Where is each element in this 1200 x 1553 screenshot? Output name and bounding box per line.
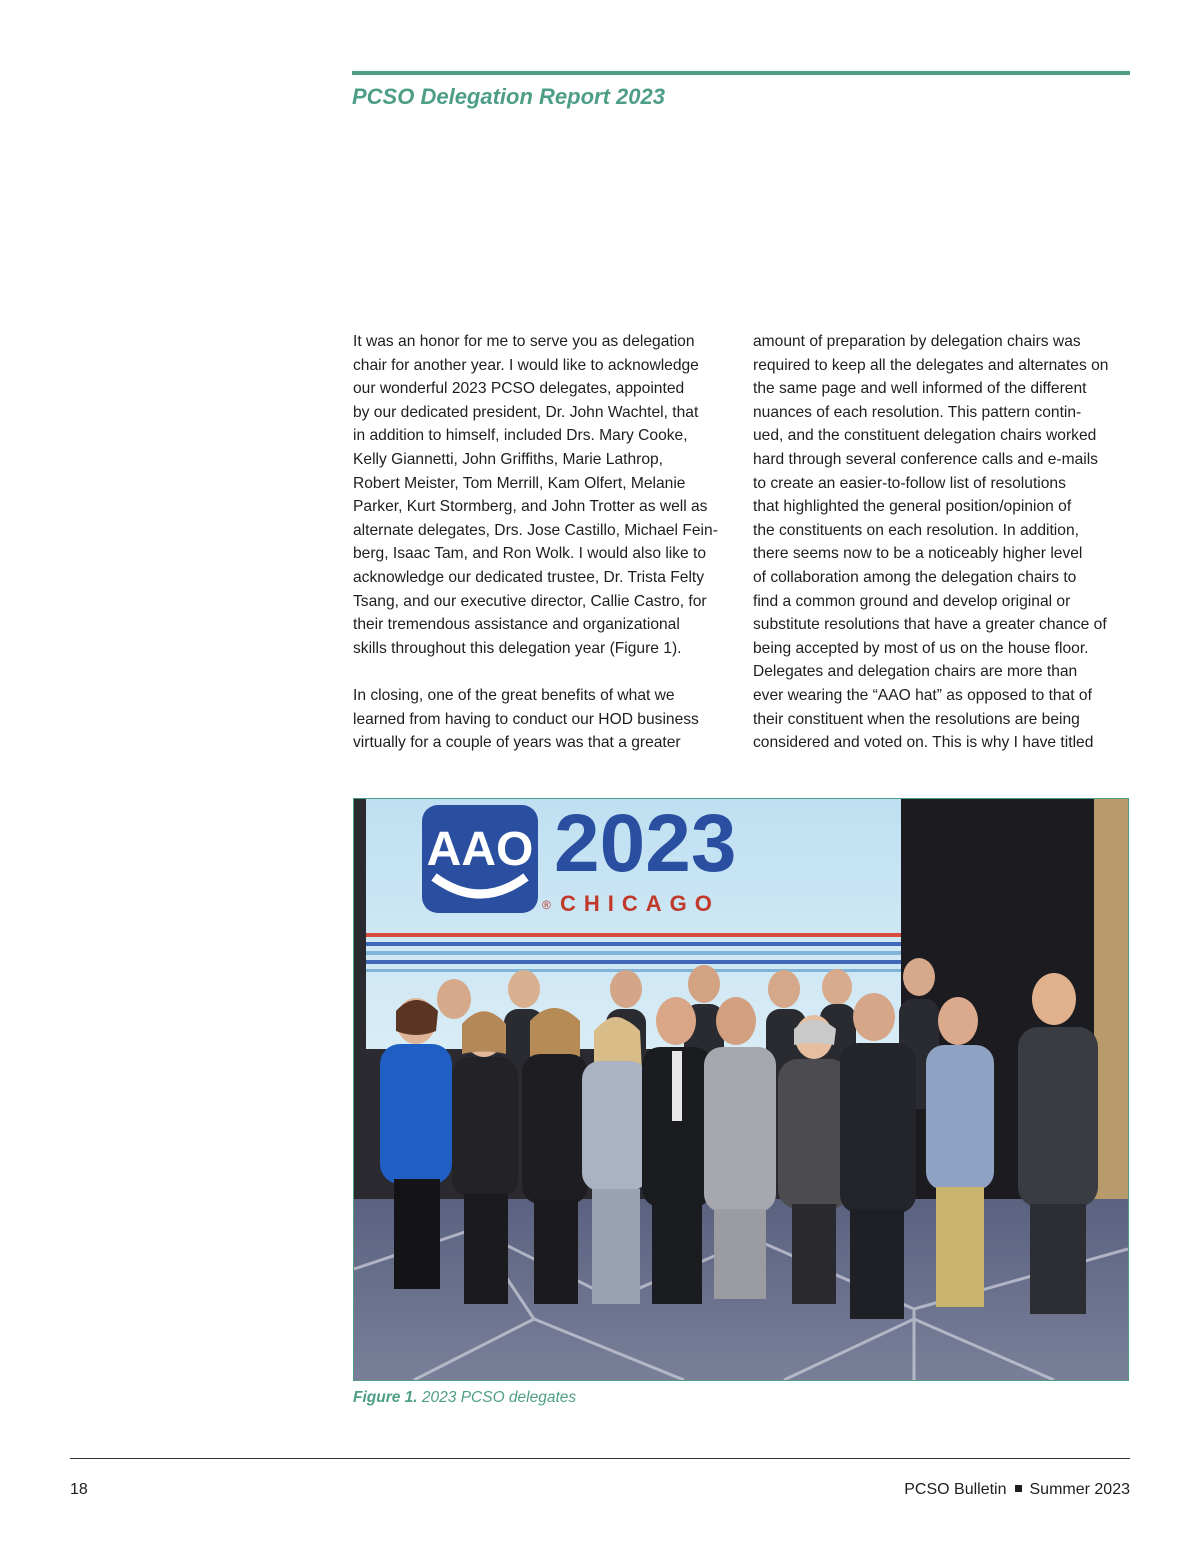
text-line: Robert Meister, Tom Merrill, Kam Olfert, Melanie	[353, 474, 686, 492]
text-line: amount of preparation by delegation chairs was	[753, 333, 1081, 350]
paragraph-acknowledgements	[353, 330, 733, 660]
registered-mark: ®	[542, 898, 551, 912]
text-line: nuances of each resolution. This pattern contin-	[753, 403, 1082, 421]
text-line: ever wearing the “AAO hat” as opposed to that of	[753, 686, 1092, 704]
paragraph-continued	[753, 330, 1133, 755]
figure-caption-text: 2023 PCSO delegates	[417, 1389, 577, 1406]
text-line: considered and voted on. This is why I have titled	[753, 734, 1094, 752]
text-line: Kelly Giannetti, John Griffiths, Marie Lathrop,	[353, 450, 664, 468]
text-line: berg, Isaac Tam, and Ron Wolk. I would also like to	[353, 545, 707, 563]
header-rule	[352, 71, 1130, 75]
text-line: that highlighted the general position/opinion of	[753, 498, 1072, 516]
text-line: the same page and well informed of the different	[753, 380, 1087, 398]
text-line: our wonderful 2023 PCSO delegates, appointed	[353, 380, 685, 398]
text-line: substitute resolutions that have a greater chance of	[753, 616, 1107, 634]
text-line: there seems now to be a noticeably higher level	[753, 545, 1083, 563]
text-line: being accepted by most of us on the house floor.	[753, 639, 1089, 657]
text-line: Tsang, and our executive director, Callie Castro, for	[353, 592, 707, 610]
right-text-column	[753, 330, 1133, 755]
delegates-group-photo	[353, 798, 1129, 1381]
figure-label: Figure 1.	[353, 1389, 418, 1406]
publication-name: PCSO Bulletin	[904, 1481, 1007, 1498]
text-line: to create an easier-to-follow list of resolutions	[753, 474, 1066, 492]
text-line: in addition to himself, included Drs. Mary Cooke,	[353, 427, 688, 445]
wall-panel	[1094, 799, 1128, 1219]
text-line: Parker, Kurt Stormberg, and John Trotter as well as	[353, 498, 708, 516]
text-line: find a common ground and develop original or	[753, 592, 1071, 610]
year-2023-text: 2023	[554, 799, 737, 889]
paragraph-gap	[353, 660, 733, 684]
text-line: hard through several conference calls and e-mails	[753, 450, 1098, 468]
separator-square-icon	[1015, 1485, 1022, 1492]
page-title: PCSO Delegation Report 2023	[352, 84, 665, 109]
text-line: ued, and the constituent delegation chairs worked	[753, 427, 1097, 445]
photo-illustration	[354, 799, 1128, 1380]
text-line: alternate delegates, Drs. Jose Castillo, Michael Fein-	[353, 521, 718, 539]
text-line: Delegates and delegation chairs are more than	[753, 663, 1078, 681]
text-line: acknowledge our dedicated trustee, Dr. Trista Felty	[353, 568, 705, 586]
paragraph-closing	[353, 684, 733, 755]
text-line: skills throughout this delegation year (Figure 1).	[353, 639, 682, 657]
issue-label: Summer 2023	[1029, 1481, 1130, 1498]
text-line: virtually for a couple of years was that a greater	[353, 734, 681, 752]
text-line: It was an honor for me to serve you as delegation	[353, 333, 695, 350]
svg-text:AAO: AAO	[426, 823, 534, 876]
text-line: required to keep all the delegates and alternates on	[753, 356, 1109, 374]
text-line: their tremendous assistance and organizational	[353, 616, 680, 634]
text-line: of collaboration among the delegation chairs to	[753, 568, 1077, 586]
text-line: learned from having to conduct our HOD business	[353, 710, 699, 728]
figure-caption	[353, 1389, 576, 1407]
aao-logo	[422, 805, 538, 913]
text-line: In closing, one of the great benefits of what we	[353, 686, 675, 704]
text-line: the constituents on each resolution. In addition,	[753, 521, 1079, 539]
footer-publication	[904, 1481, 1130, 1499]
text-line: by our dedicated president, Dr. John Wachtel, that	[353, 403, 699, 421]
chicago-text: CHICAGO	[560, 891, 720, 916]
page-number: 18	[70, 1481, 88, 1498]
text-line: chair for another year. I would like to acknowledge	[353, 356, 699, 374]
left-text-column	[353, 330, 733, 755]
footer-rule	[70, 1458, 1130, 1459]
text-line: their constituent when the resolutions are being	[753, 710, 1080, 728]
